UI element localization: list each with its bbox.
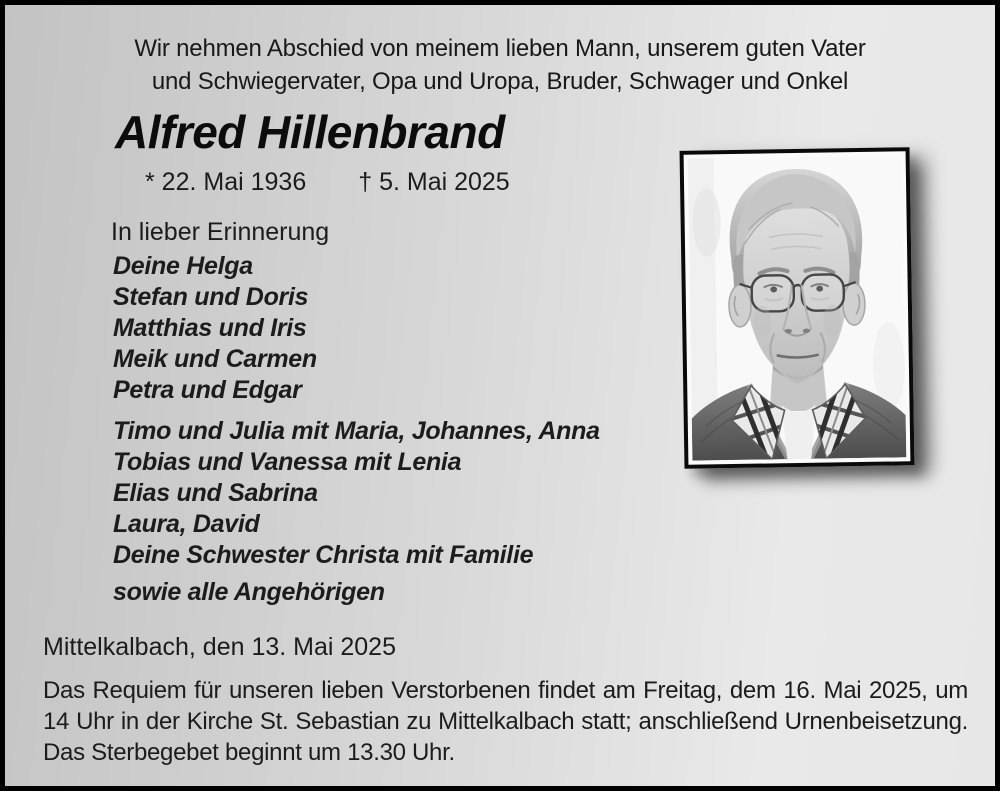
funeral-info: Das Requiem für unseren lieben Verstorbenen findet am Freitag, dem 16. Mai 2025, um 14 Uhr in der Kirche St. Sebastian zu Mittelkalbach statt; anschließend Urnenbeisetzung. Das Sterbegebet beginnt um 13.30 Uhr.	[43, 677, 968, 766]
intro-line-2: und Schwiegervater, Opa und Uropa, Bruder, Schwager und Onkel	[151, 68, 849, 95]
mourner-line: Tobias und Vanessa mit Lenia	[113, 448, 462, 476]
intro-line-1: Wir nehmen Abschied von meinem lieben Mann, unserem guten Vater	[134, 35, 866, 62]
portrait-photo-frame	[680, 147, 915, 469]
life-dates	[145, 170, 510, 195]
closing-line: sowie alle Angehörigen	[113, 578, 385, 606]
mourner-line: Petra und Edgar	[113, 376, 302, 404]
mourner-line: Stefan und Doris	[113, 283, 309, 311]
mourner-line: Deine Schwester Christa mit Familie	[113, 541, 534, 569]
mourner-line: Meik und Carmen	[113, 345, 317, 373]
mourners-secondary	[113, 416, 600, 571]
mourner-line: Elias und Sabrina	[113, 479, 318, 507]
place-date-line: Mittelkalbach, den 13. Mai 2025	[43, 633, 396, 661]
portrait-photo	[688, 155, 907, 460]
death-date: † 5. Mai 2025	[358, 168, 510, 196]
mourner-line: Matthias und Iris	[113, 314, 307, 342]
deceased-name: Alfred Hillenbrand	[115, 106, 505, 158]
birth-date: * 22. Mai 1936	[145, 168, 307, 196]
mourner-line: Timo und Julia mit Maria, Johannes, Anna	[113, 417, 600, 445]
intro-text	[5, 32, 995, 98]
mourner-line: Laura, David	[113, 510, 260, 538]
mourner-line: Deine Helga	[113, 252, 253, 280]
remembrance-line: In lieber Erinnerung	[111, 218, 330, 246]
mourners-primary	[113, 251, 317, 406]
